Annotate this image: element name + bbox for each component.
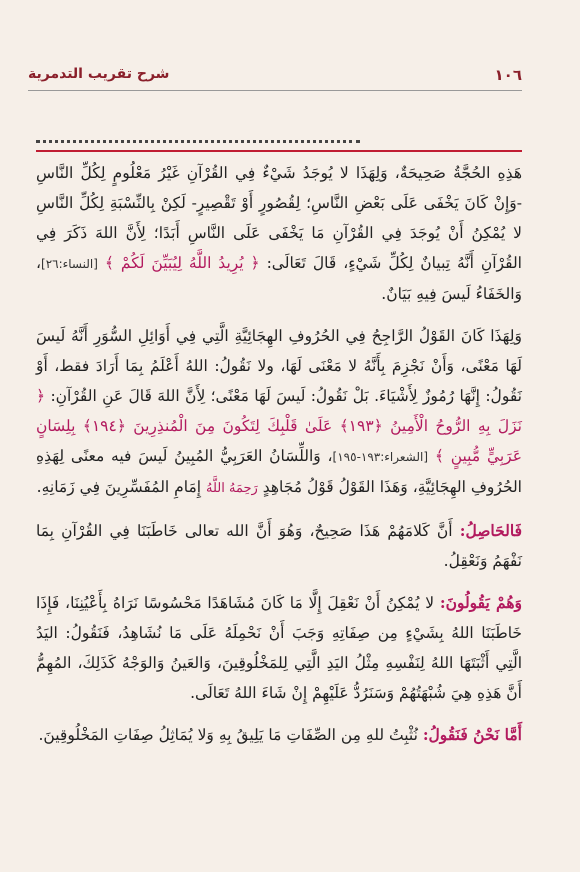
running-title: شرح تقريب التدمرية bbox=[28, 66, 170, 82]
section-divider bbox=[36, 150, 522, 152]
paragraph-4 bbox=[36, 588, 522, 708]
paragraph-3 bbox=[36, 516, 522, 576]
page-header bbox=[28, 66, 522, 88]
footnote-dotted-separator bbox=[36, 130, 360, 143]
quran-verse: ﴿ نَزَلَ بِهِ الرُّوحُ الْأَمِينُ ﴿١٩٣﴾ عَلَىٰ قَلْبِكَ لِتَكُونَ مِنَ الْمُنذِرِينَ ﴿١٩٤﴾ بِلِسَانٍ عَرَبِيٍّ مُّبِينٍ ﴾ bbox=[36, 387, 522, 465]
page-number: ١٠٦ bbox=[494, 66, 522, 84]
paragraph-text-after: ، وَالخَفَاءُ لَيسَ فِيهِ بَيَانٌ. bbox=[36, 254, 522, 303]
paragraph-text: نُثْبِتُ للهِ مِن الصِّفَاتِ مَا يَلِيقُ بِهِ وَلا يُمَاثِلُ صِفَاتِ المَخْلُوقِينَ. bbox=[38, 726, 418, 744]
paragraph-text: وَلِهَذَا كَانَ القَوْلُ الرَّاجِحُ فِي الحُرُوفِ الهِجَائِيَّةِ الَّتِي فِي أَوَائِلِ السُّوَرِ أَنَّهُ لَيسَ لَهَا مَعْنًى، وَأَنْ نَجْزِمَ بِأَنَّهُ لا مَعْنَى لَهَا، ولا نَقُولُ: اللهُ أَعْلَمُ بِمَا أَرَادَ فقط، أَوْ نَقُولُ: إِنَّهَا رُمُوزٌ لِأَشْيَاءَ. بَلْ نَقُولُ: لَيسَ لَهَا مَعْنًى؛ لِأَنَّ اللهَ قَالَ عَنِ القُرْآنِ: bbox=[36, 327, 522, 405]
paragraph-5 bbox=[36, 720, 522, 750]
paragraph-text: لا يُمْكِنُ أَنْ نَعْقِلَ إِلَّا مَا كَانَ مُشَاهَدًا مَحْسُوسًا نَرَاهُ بِأَعْيُنِنَا، فَإِذَا خَاطَبَنَا اللهُ بِشَيْءٍ مِن صِفَاتِهِ وَجَبَ أَنْ نَحْمِلَهُ عَلَى مَا نُشَاهِدُ، فَنَقُولُ: اليَدُ الَّتِي أَثْبَتَهَا اللهُ لِنَفْسِهِ مِثْلُ اليَدِ الَّتِي لِلمَخْلُوقِينَ، وَالعَينُ وَالوَجْهُ كَذَلِكَ، المُهِمُّ أَنَّ هَذِهِ هِيَ شُبْهَتُهُمْ وَسَنَرُدُّ عَلَيْهِمْ إِنْ شَاءَ اللهُ تَعَالَى. bbox=[36, 594, 522, 702]
header-divider bbox=[28, 90, 522, 91]
verse-reference: [الشعراء:١٩٣-١٩٥] bbox=[332, 450, 429, 464]
paragraph-lead: وَهُمْ يَقُولُونَ: bbox=[439, 593, 523, 612]
paragraph-lead: أَمَّا نَحْنُ فَنَقُولُ: bbox=[422, 725, 522, 744]
paragraph-lead: فَالحَاصِلُ: bbox=[459, 521, 522, 540]
honorific-phrase: رَحِمَهُ اللَّهُ bbox=[206, 481, 258, 496]
body-text bbox=[36, 158, 522, 762]
paragraph-2 bbox=[36, 321, 522, 504]
paragraph-text: هَذِهِ الحُجَّةُ صَحِيحَةٌ، وَلِهَذَا لا يُوجَدُ شَيْءٌ فِي القُرْآنِ غَيْرُ مَعْلُومٍ لِكُلِّ النَّاسِ -وَإِنْ كَانَ يَخْفَى عَلَى بَعْضِ النَّاسِ؛ لِقُصُورٍ أَوْ تَقْصِيرٍ- لَكِنْ بِالنِّسْبَةِ لِكُلِّ النَّاسِ لا يُمْكِنُ أَنْ يُوجَدَ فِي القُرْآنِ مَا يَخْفَى عَلَى النَّاسِ أَبَدًا؛ لِأَنَّ اللهَ ذَكَرَ فِي القُرْآنِ أَنَّهُ تِبيانٌ لِكُلِّ شَيْءٍ، قَالَ تَعَالَى: bbox=[36, 164, 522, 272]
paragraph-text-end: إِمَامِ المُفَسِّرِينَ فِي زَمَانِهِ. bbox=[36, 478, 202, 496]
quran-verse: ﴿ يُرِيدُ اللَّهُ لِيُبَيِّنَ لَكُمْ ﴾ bbox=[104, 254, 260, 272]
paragraph-text: أَنَّ كَلامَهُمْ هَذَا صَحِيحٌ، وَهُوَ أَنَّ الله تعالى خَاطَبَنَا فِي القُرْآنِ بِمَا نَفْهَمُ وَنَعْقِلُ. bbox=[36, 522, 522, 570]
paragraph-1 bbox=[36, 158, 522, 309]
verse-reference: [النساء:٢٦] bbox=[41, 257, 98, 271]
paragraph-text-after: ، وَاللِّسَانُ العَرَبِيُّ المُبِينُ لَيسَ فيه معنًى لِهَذِهِ الحُرُوفِ الهِجَائِيَّةِ، وَهَذَا القَوْلُ قَوْلُ مُجَاهِدٍ bbox=[36, 447, 522, 496]
